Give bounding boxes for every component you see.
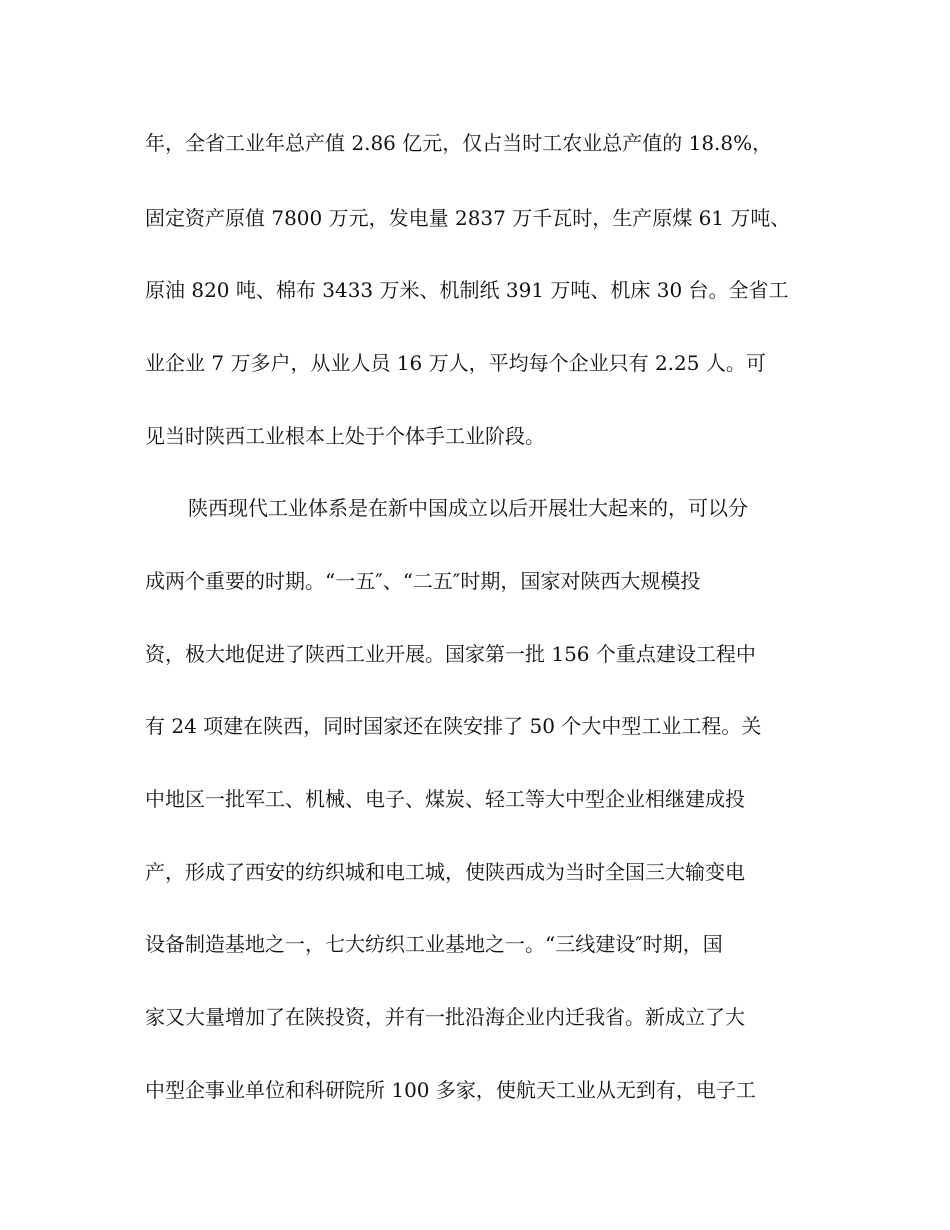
text-line: 业企业 7 万多户，从业人员 16 万人，平均每个企业只有 2.25 人。可 xyxy=(145,351,766,375)
text-line: 设备制造基地之一，七大纺织工业基地之一。“三线建设″时期，国 xyxy=(145,932,723,956)
text-line: 产，形成了西安的纺织城和电工城，使陕西成为当时全国三大输变电 xyxy=(145,860,745,884)
text-line: 资，极大地促进了陕西工业开展。国家第一批 156 个重点建设工程中 xyxy=(145,642,756,666)
text-line: 年，全省工业年总产值 2.86 亿元，仅占当时工农业总产值的 18.8%， xyxy=(145,131,773,155)
text-line: 原油 820 吨、棉布 3433 万米、机制纸 391 万吨、机床 30 台。全省工 xyxy=(145,278,789,302)
text-line: 中型企事业单位和科研院所 100 多家，使航天工业从无到有，电子工 xyxy=(145,1078,756,1102)
text-line: 有 24 项建在陕西，同时国家还在陕安排了 50 个大中型工业工程。关 xyxy=(145,714,762,738)
text-line: 中地区一批军工、机械、电子、煤炭、轻工等大中型企业相继建成投 xyxy=(145,787,745,811)
text-line: 陕西现代工业体系是在新中国成立以后开展壮大起来的，可以分 xyxy=(188,496,748,520)
text-line: 见当时陕西工业根本上处于个体手工业阶段。 xyxy=(145,424,545,448)
text-line: 成两个重要的时期。“一五″、“二五″时期，国家对陕西大规模投 xyxy=(145,569,701,593)
text-line: 家又大量增加了在陕投资，并有一批沿海企业内迁我省。新成立了大 xyxy=(145,1005,745,1029)
text-line: 固定资产原值 7800 万元，发电量 2837 万千瓦时，生产原煤 61 万吨、 xyxy=(145,206,791,230)
